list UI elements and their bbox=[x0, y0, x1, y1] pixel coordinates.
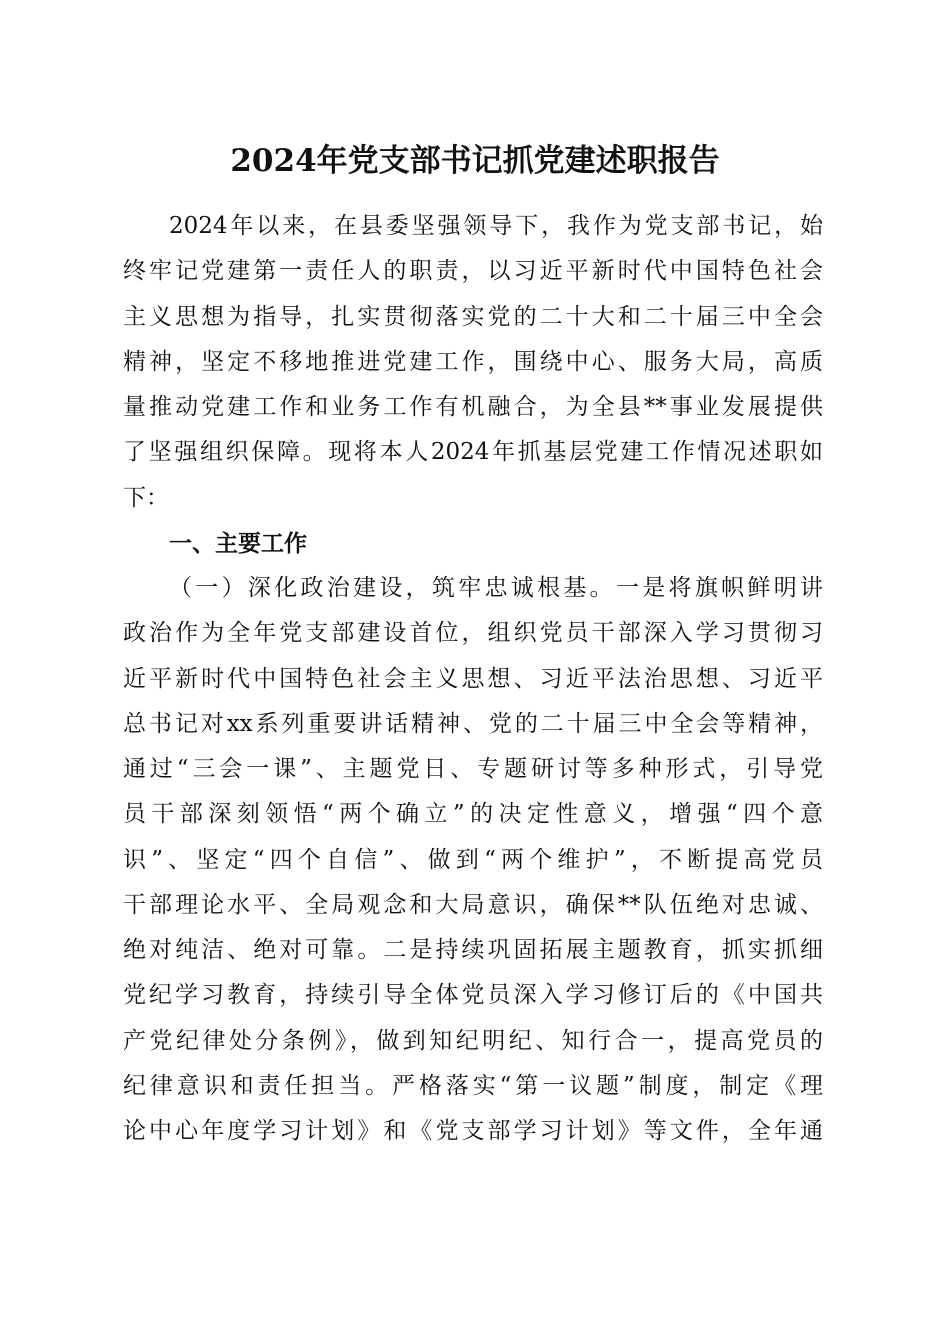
paragraph-line: 总书记对xx系列重要讲话精神、党的二十届三中全会等精神， bbox=[123, 710, 823, 737]
paragraph-line: 近平新时代中国特色社会主义思想、习近平法治思想、习近平 bbox=[123, 665, 823, 692]
paragraph-line: 下： bbox=[123, 484, 169, 511]
paragraph-line: 绝对纯洁、绝对可靠。二是持续巩固拓展主题教育，抓实抓细 bbox=[123, 937, 823, 963]
paragraph-line: 政治作为全年党支部建设首位，组织党员干部深入学习贯彻习 bbox=[123, 620, 823, 647]
paragraph-line: 通过“三会一课”、主题党日、专题研讨等多种形式，引导党 bbox=[123, 756, 823, 782]
paragraph-line: 主义思想为指导，扎实贯彻落实党的二十大和二十届三中全会 bbox=[123, 303, 823, 330]
paragraph-line: 精神，坚定不移地推进党建工作，围绕中心、服务大局，高质 bbox=[123, 348, 823, 375]
paragraph-line: 论中心年度学习计划》和《党支部学习计划》等文件，全年通 bbox=[123, 1118, 823, 1144]
paragraph-line: 员干部深刻领悟“两个确立”的决定性意义，增强“四个意 bbox=[123, 801, 823, 828]
document-body bbox=[123, 204, 823, 1154]
paragraph-line: 党纪学习教育，持续引导全体党员深入学习修订后的《中国共 bbox=[123, 982, 823, 1009]
paragraph-line: 纪律意识和责任担当。严格落实“第一议题”制度，制定《理 bbox=[123, 1072, 823, 1099]
paragraph-line: 量推动党建工作和业务工作有机融合，为全县**事业发展提供 bbox=[123, 394, 823, 420]
document-title: 2024年党支部书记抓党建述职报告 bbox=[230, 143, 720, 179]
paragraph-line: 干部理论水平、全局观念和大局意识，确保**队伍绝对忠诚、 bbox=[123, 891, 823, 918]
paragraph-line: 终牢记党建第一责任人的职责，以习近平新时代中国特色社会 bbox=[123, 258, 823, 285]
paragraph-line: （一）深化政治建设，筑牢忠诚根基。一是将旗帜鲜明讲 bbox=[169, 575, 823, 601]
paragraph-line: 产党纪律处分条例》，做到知纪明纪、知行合一，提高党员的 bbox=[123, 1027, 823, 1054]
paragraph-line: 2024年以来，在县委坚强领导下，我作为党支部书记，始 bbox=[169, 213, 823, 239]
section-heading: 一、主要工作 bbox=[169, 529, 307, 557]
paragraph-line: 了坚强组织保障。现将本人2024年抓基层党建工作情况述职如 bbox=[123, 439, 823, 466]
paragraph-line: 识”、坚定“四个自信”、做到“两个维护”，不断提高党员 bbox=[123, 846, 823, 873]
